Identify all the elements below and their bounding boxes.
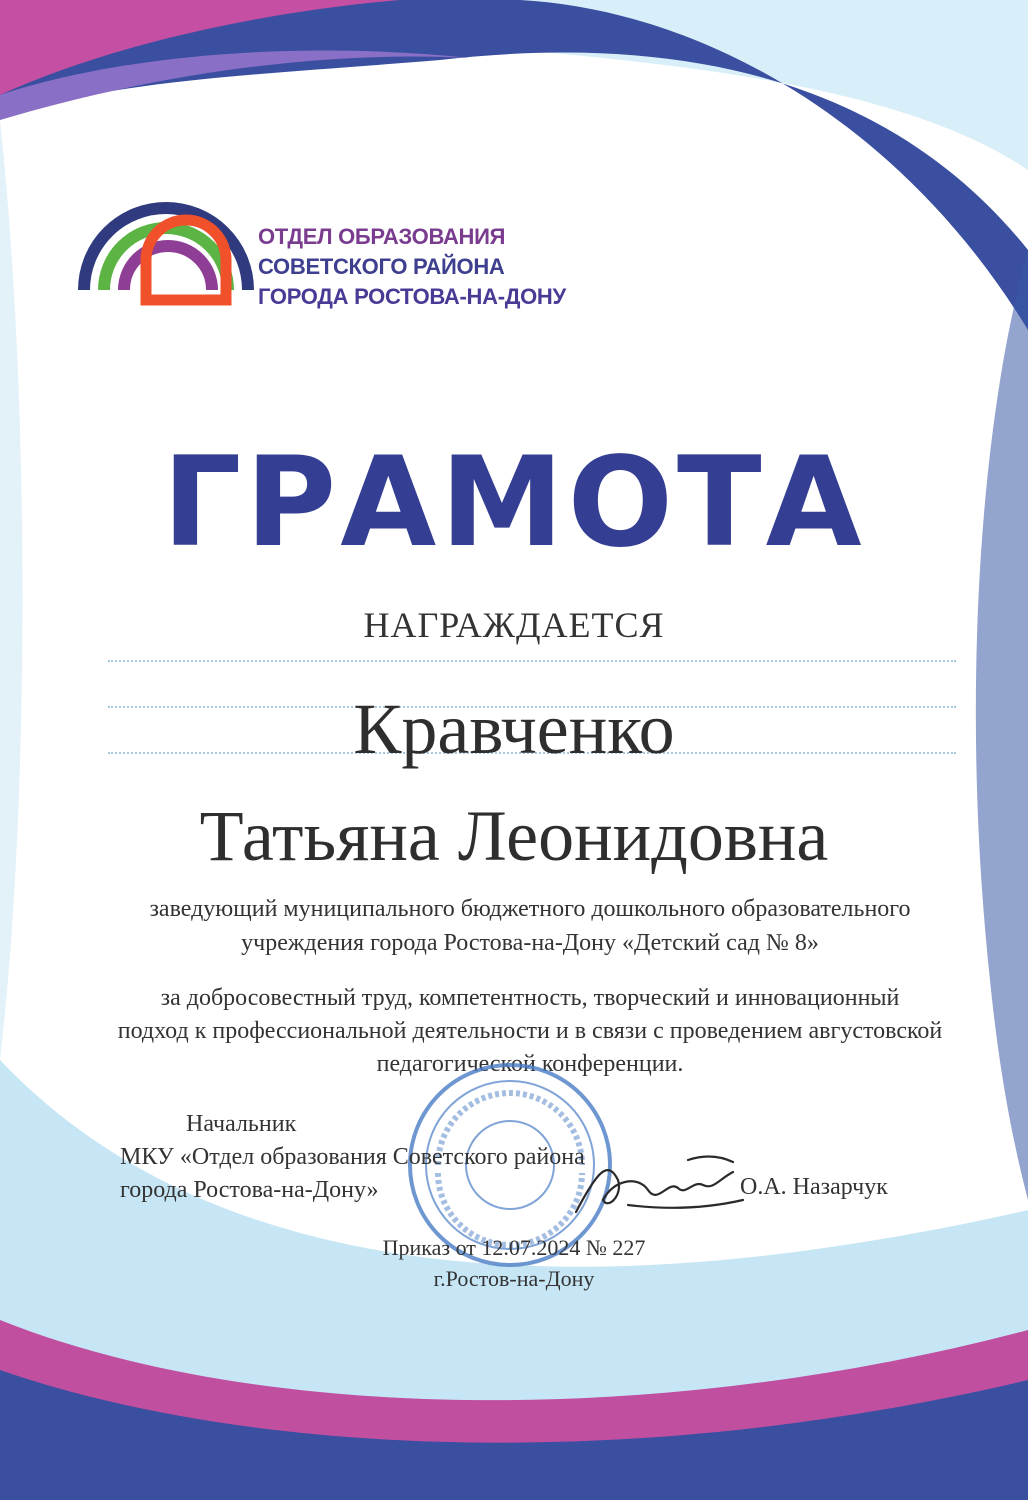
- reason-line: педагогической конференции.: [376, 1051, 684, 1077]
- logo-rings-icon: [66, 140, 266, 315]
- signature-title-block: [120, 1108, 585, 1207]
- order-block: [0, 1232, 1028, 1294]
- signer-name: О.А. Назарчук: [740, 1174, 888, 1200]
- logo-line-2: СОВЕТСКОГО РАЙОНА: [258, 254, 505, 279]
- logo-text: [258, 222, 566, 312]
- handwritten-signature: [568, 1150, 748, 1230]
- position-line: учреждения города Ростова-на-Дону «Детский сад № 8»: [241, 930, 819, 956]
- position-line: заведующий муниципального бюджетного дошкольного образовательного: [149, 896, 911, 922]
- city: г.Ростов-на-Дону: [433, 1266, 595, 1291]
- reason-line: подход к профессиональной деятельности и в связи с проведением августовской: [117, 1018, 943, 1044]
- recipient-surname: Кравченко: [353, 689, 675, 769]
- recipient-given-names: Татьяна Леонидовна: [199, 796, 829, 876]
- dotted-line: [108, 660, 956, 662]
- signer-title-line: МКУ «Отдел образования Советского района: [120, 1144, 585, 1170]
- signer-title-line: города Ростова-на-Дону»: [120, 1177, 379, 1203]
- awarded-label: НАГРАЖДАЕТСЯ: [363, 605, 665, 645]
- certificate-title: ГРАМОТА: [162, 431, 866, 575]
- logo-line-1: ОТДЕЛ ОБРАЗОВАНИЯ: [258, 224, 506, 249]
- recipient-position: [100, 892, 960, 960]
- reason-line: за добросовестный труд, компетентность, творческий и инновационный: [160, 985, 900, 1011]
- order-number: Приказ от 12.07.2024 № 227: [382, 1235, 646, 1260]
- signer-title-line: Начальник: [186, 1111, 297, 1137]
- logo-line-3: ГОРОДА РОСТОВА-НА-ДОНУ: [258, 284, 566, 309]
